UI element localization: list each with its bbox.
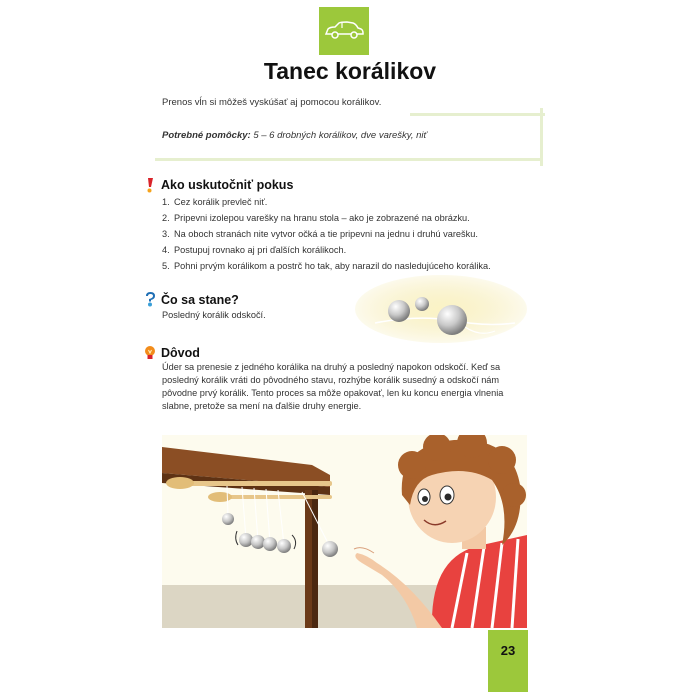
- tools-label: Potrebné pomôcky:: [162, 130, 251, 141]
- tools-line: [162, 130, 427, 141]
- reason-line: posledný korálik vráti do pôvodného stavu, rozhýbe korálik susedný a odskočí nám: [162, 375, 500, 385]
- procedure-step: 1. Cez korálik prevleč niť.: [162, 197, 268, 207]
- procedure-step: 4. Postupuj rovnako aj pri ďalších korálikoch.: [162, 245, 347, 255]
- frame-top-line: [410, 113, 545, 116]
- orange-lightbulb-icon: [144, 345, 156, 361]
- result-title: Čo sa stane?: [161, 293, 239, 307]
- tools-text: 5 – 6 drobných korálikov, dve varešky, niť: [250, 130, 427, 141]
- red-exclamation-icon: [144, 177, 156, 193]
- procedure-step: 5. Pohni prvým korálikom a postrč ho tak, aby narazil do nasledujúceho korálika.: [162, 261, 491, 271]
- procedure-title: Ako uskutočniť pokus: [161, 178, 294, 192]
- frame-bottom-line: [155, 158, 543, 161]
- reason-line: pôvodne prvý korálik. Tento proces sa môže opakovať, len ku koncu energia vlnenia: [162, 388, 504, 398]
- girl-pushing-bead-pendulum-illustration: [162, 435, 527, 628]
- reason-line: Úder sa prenesie z jedného korálika na druhý a posledný napokon odskočí. Keď sa: [162, 362, 501, 372]
- procedure-steps: [162, 195, 491, 275]
- car-icon: [323, 19, 365, 41]
- intro-text: Prenos vĺn si môžeš vyskúšať aj pomocou korálikov.: [162, 97, 382, 108]
- header-badge: [319, 7, 369, 55]
- reason-line: slabne, pretože sa mení na ďalšie druhy energie.: [162, 401, 362, 411]
- page-number: 23: [500, 643, 516, 658]
- reason-text: [162, 361, 522, 413]
- page-title: Tanec korálikov: [263, 58, 437, 84]
- procedure-step: 2. Pripevni izolepou varešky na hranu stola – ako je zobrazené na obrázku.: [162, 213, 470, 223]
- result-text: Posledný korálik odskočí.: [162, 310, 266, 320]
- blue-question-icon: [144, 291, 156, 307]
- beads-on-thread-illustration: [355, 275, 527, 345]
- procedure-step: 3. Na oboch stranách nite vytvor očká a tie pripevni na jednu i druhú varešku.: [162, 229, 478, 239]
- page-number-badge: [488, 630, 528, 692]
- reason-title: Dôvod: [161, 346, 200, 360]
